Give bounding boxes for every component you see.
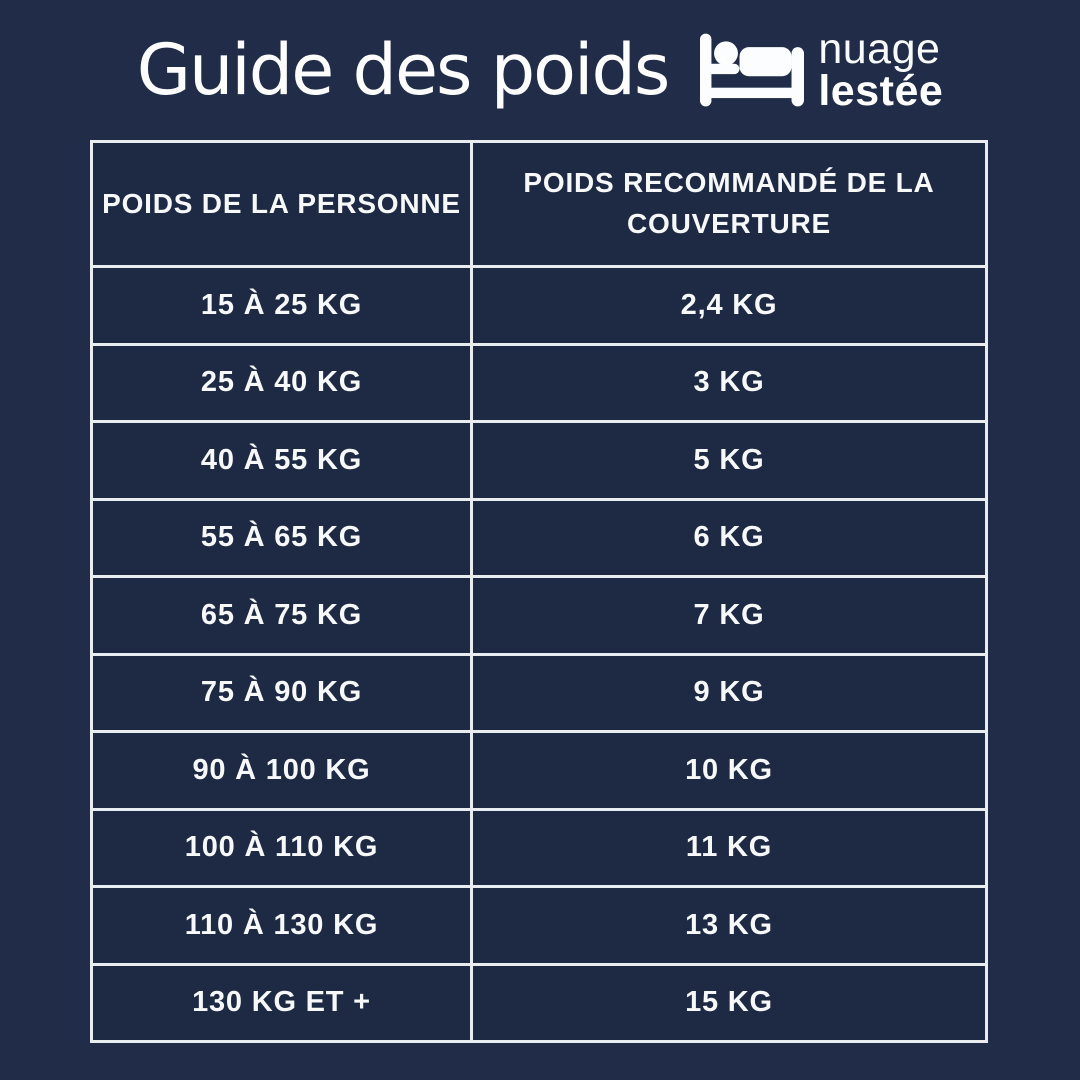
blanket-weight-cell: 3 KG — [472, 344, 987, 422]
weight-guide-table — [90, 140, 988, 1043]
blanket-weight-cell: 6 KG — [472, 499, 987, 577]
brand-name-line1: nuage — [818, 24, 941, 73]
page-title: Guide des poids — [136, 29, 669, 111]
blanket-weight-cell: 9 KG — [472, 654, 987, 732]
person-weight-cell: 75 À 90 KG — [92, 654, 472, 732]
person-weight-cell: 100 À 110 KG — [92, 809, 472, 887]
person-weight-cell: 55 À 65 KG — [92, 499, 472, 577]
table-row — [92, 654, 987, 732]
person-weight-cell: 90 À 100 KG — [92, 732, 472, 810]
table-row — [92, 809, 987, 887]
brand-name-line2: lestée — [818, 67, 944, 115]
person-weight-cell: 15 À 25 KG — [92, 267, 472, 345]
person-weight-cell: 65 À 75 KG — [92, 577, 472, 655]
brand-logo — [700, 24, 944, 115]
bed-icon — [700, 33, 804, 107]
person-weight-cell: 40 À 55 KG — [92, 422, 472, 500]
table-row — [92, 422, 987, 500]
table-row — [92, 577, 987, 655]
blanket-weight-cell: 7 KG — [472, 577, 987, 655]
table-body — [92, 267, 987, 1042]
table-header-row — [92, 142, 987, 267]
blanket-weight-cell: 11 KG — [472, 809, 987, 887]
person-weight-cell: 130 KG ET + — [92, 964, 472, 1042]
table-row — [92, 964, 987, 1042]
blanket-weight-cell: 10 KG — [472, 732, 987, 810]
header — [0, 0, 1080, 130]
column-header-person-weight: POIDS DE LA PERSONNE — [92, 142, 472, 267]
table-row — [92, 344, 987, 422]
person-weight-cell: 110 À 130 KG — [92, 887, 472, 965]
blanket-weight-cell: 13 KG — [472, 887, 987, 965]
table-row — [92, 499, 987, 577]
brand-name — [818, 24, 944, 115]
table-header — [92, 142, 987, 267]
person-weight-cell: 25 À 40 KG — [92, 344, 472, 422]
blanket-weight-cell: 15 KG — [472, 964, 987, 1042]
blanket-weight-cell: 5 KG — [472, 422, 987, 500]
table-row — [92, 267, 987, 345]
blanket-weight-cell: 2,4 KG — [472, 267, 987, 345]
table-row — [92, 732, 987, 810]
table-row — [92, 887, 987, 965]
column-header-blanket-weight: POIDS RECOMMANDÉ DE LA COUVERTURE — [472, 142, 987, 267]
